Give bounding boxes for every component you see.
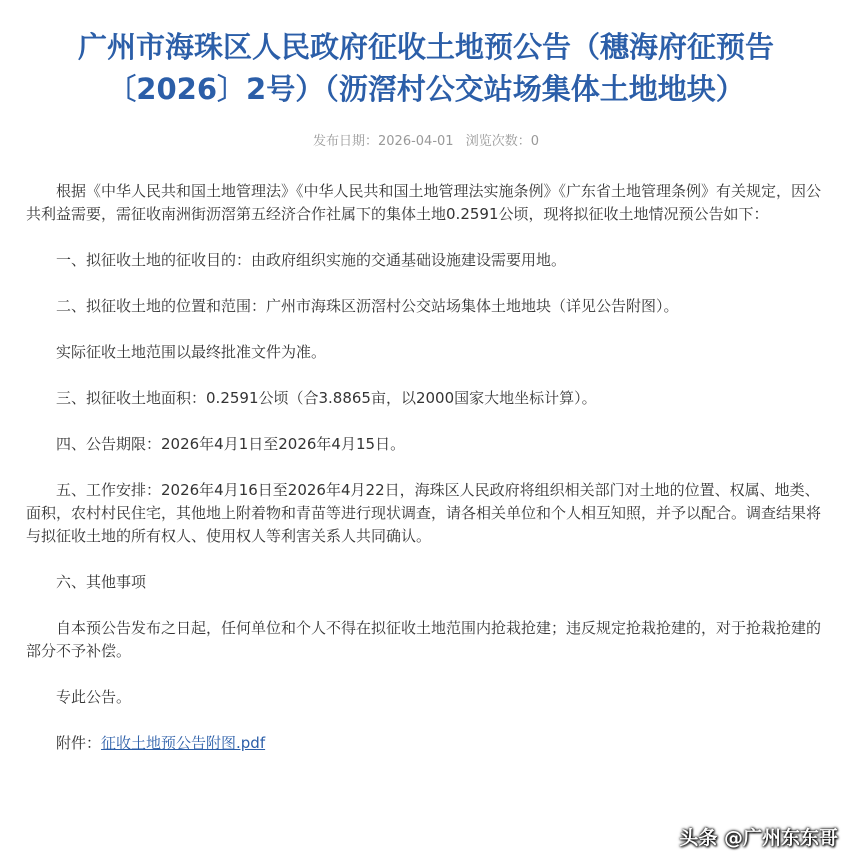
paragraph-closing: 专此公告。	[56, 688, 132, 706]
article-body	[26, 180, 826, 778]
article-meta	[0, 132, 852, 152]
page-title-line-2: 〔2026〕2号）（沥滘村公交站场集体土地地块）	[107, 72, 745, 106]
page-title-line-1: 广州市海珠区人民政府征收土地预公告（穗海府征预告	[77, 30, 774, 64]
watermark-text: 头条 @广州东东哥	[679, 827, 838, 849]
publish-date: 发布日期：2026-04-01	[313, 134, 454, 149]
paragraph-scope-note: 实际征收土地范围以最终批准文件为准。	[56, 343, 327, 361]
page-title	[20, 26, 832, 110]
attachment-line	[26, 732, 826, 755]
paragraph-period: 四、公告期限：2026年4月1日至2026年4月15日。	[56, 435, 406, 453]
paragraph-area: 三、拟征收土地面积：0.2591公顷（合3.8865亩，以2000国家大地坐标计算）。	[56, 389, 597, 407]
attachment-label: 附件：	[56, 734, 102, 752]
attachment-link[interactable]: 征收土地预公告附图.pdf	[101, 734, 266, 752]
view-count: 浏览次数：0	[465, 134, 539, 149]
paragraph-intro: 根据《中华人民共和国土地管理法》《中华人民共和国土地管理法实施条例》《广东省土地管理条例》有关规定，因公共利益需要，需征收南洲街沥滘第五经济合作社属下的集体土地0.2591公顷，现将拟征收土地情况预公告如下：	[26, 182, 822, 223]
paragraph-purpose: 一、拟征收土地的征收目的：由政府组织实施的交通基础设施建设需要用地。	[56, 251, 567, 269]
paragraph-location: 二、拟征收土地的位置和范围：广州市海珠区沥滘村公交站场集体土地地块（详见公告附图）。	[56, 297, 679, 315]
paragraph-work-arrangement: 五、工作安排：2026年4月16日至2026年4月22日，海珠区人民政府将组织相关部门对土地的位置、权属、地类、面积，农村村民住宅，其他地上附着物和青苗等进行现状调查，请各相关单位和个人相互知照，并予以配合。调查结果将与拟征收土地的所有权人、使用权人等利害关系人共同确认。	[26, 481, 822, 545]
paragraph-other-detail: 自本预公告发布之日起，任何单位和个人不得在拟征收土地范围内抢栽抢建；违反规定抢栽抢建的，对于抢栽抢建的部分不予补偿。	[26, 619, 822, 660]
paragraph-other-heading: 六、其他事项	[56, 573, 147, 591]
